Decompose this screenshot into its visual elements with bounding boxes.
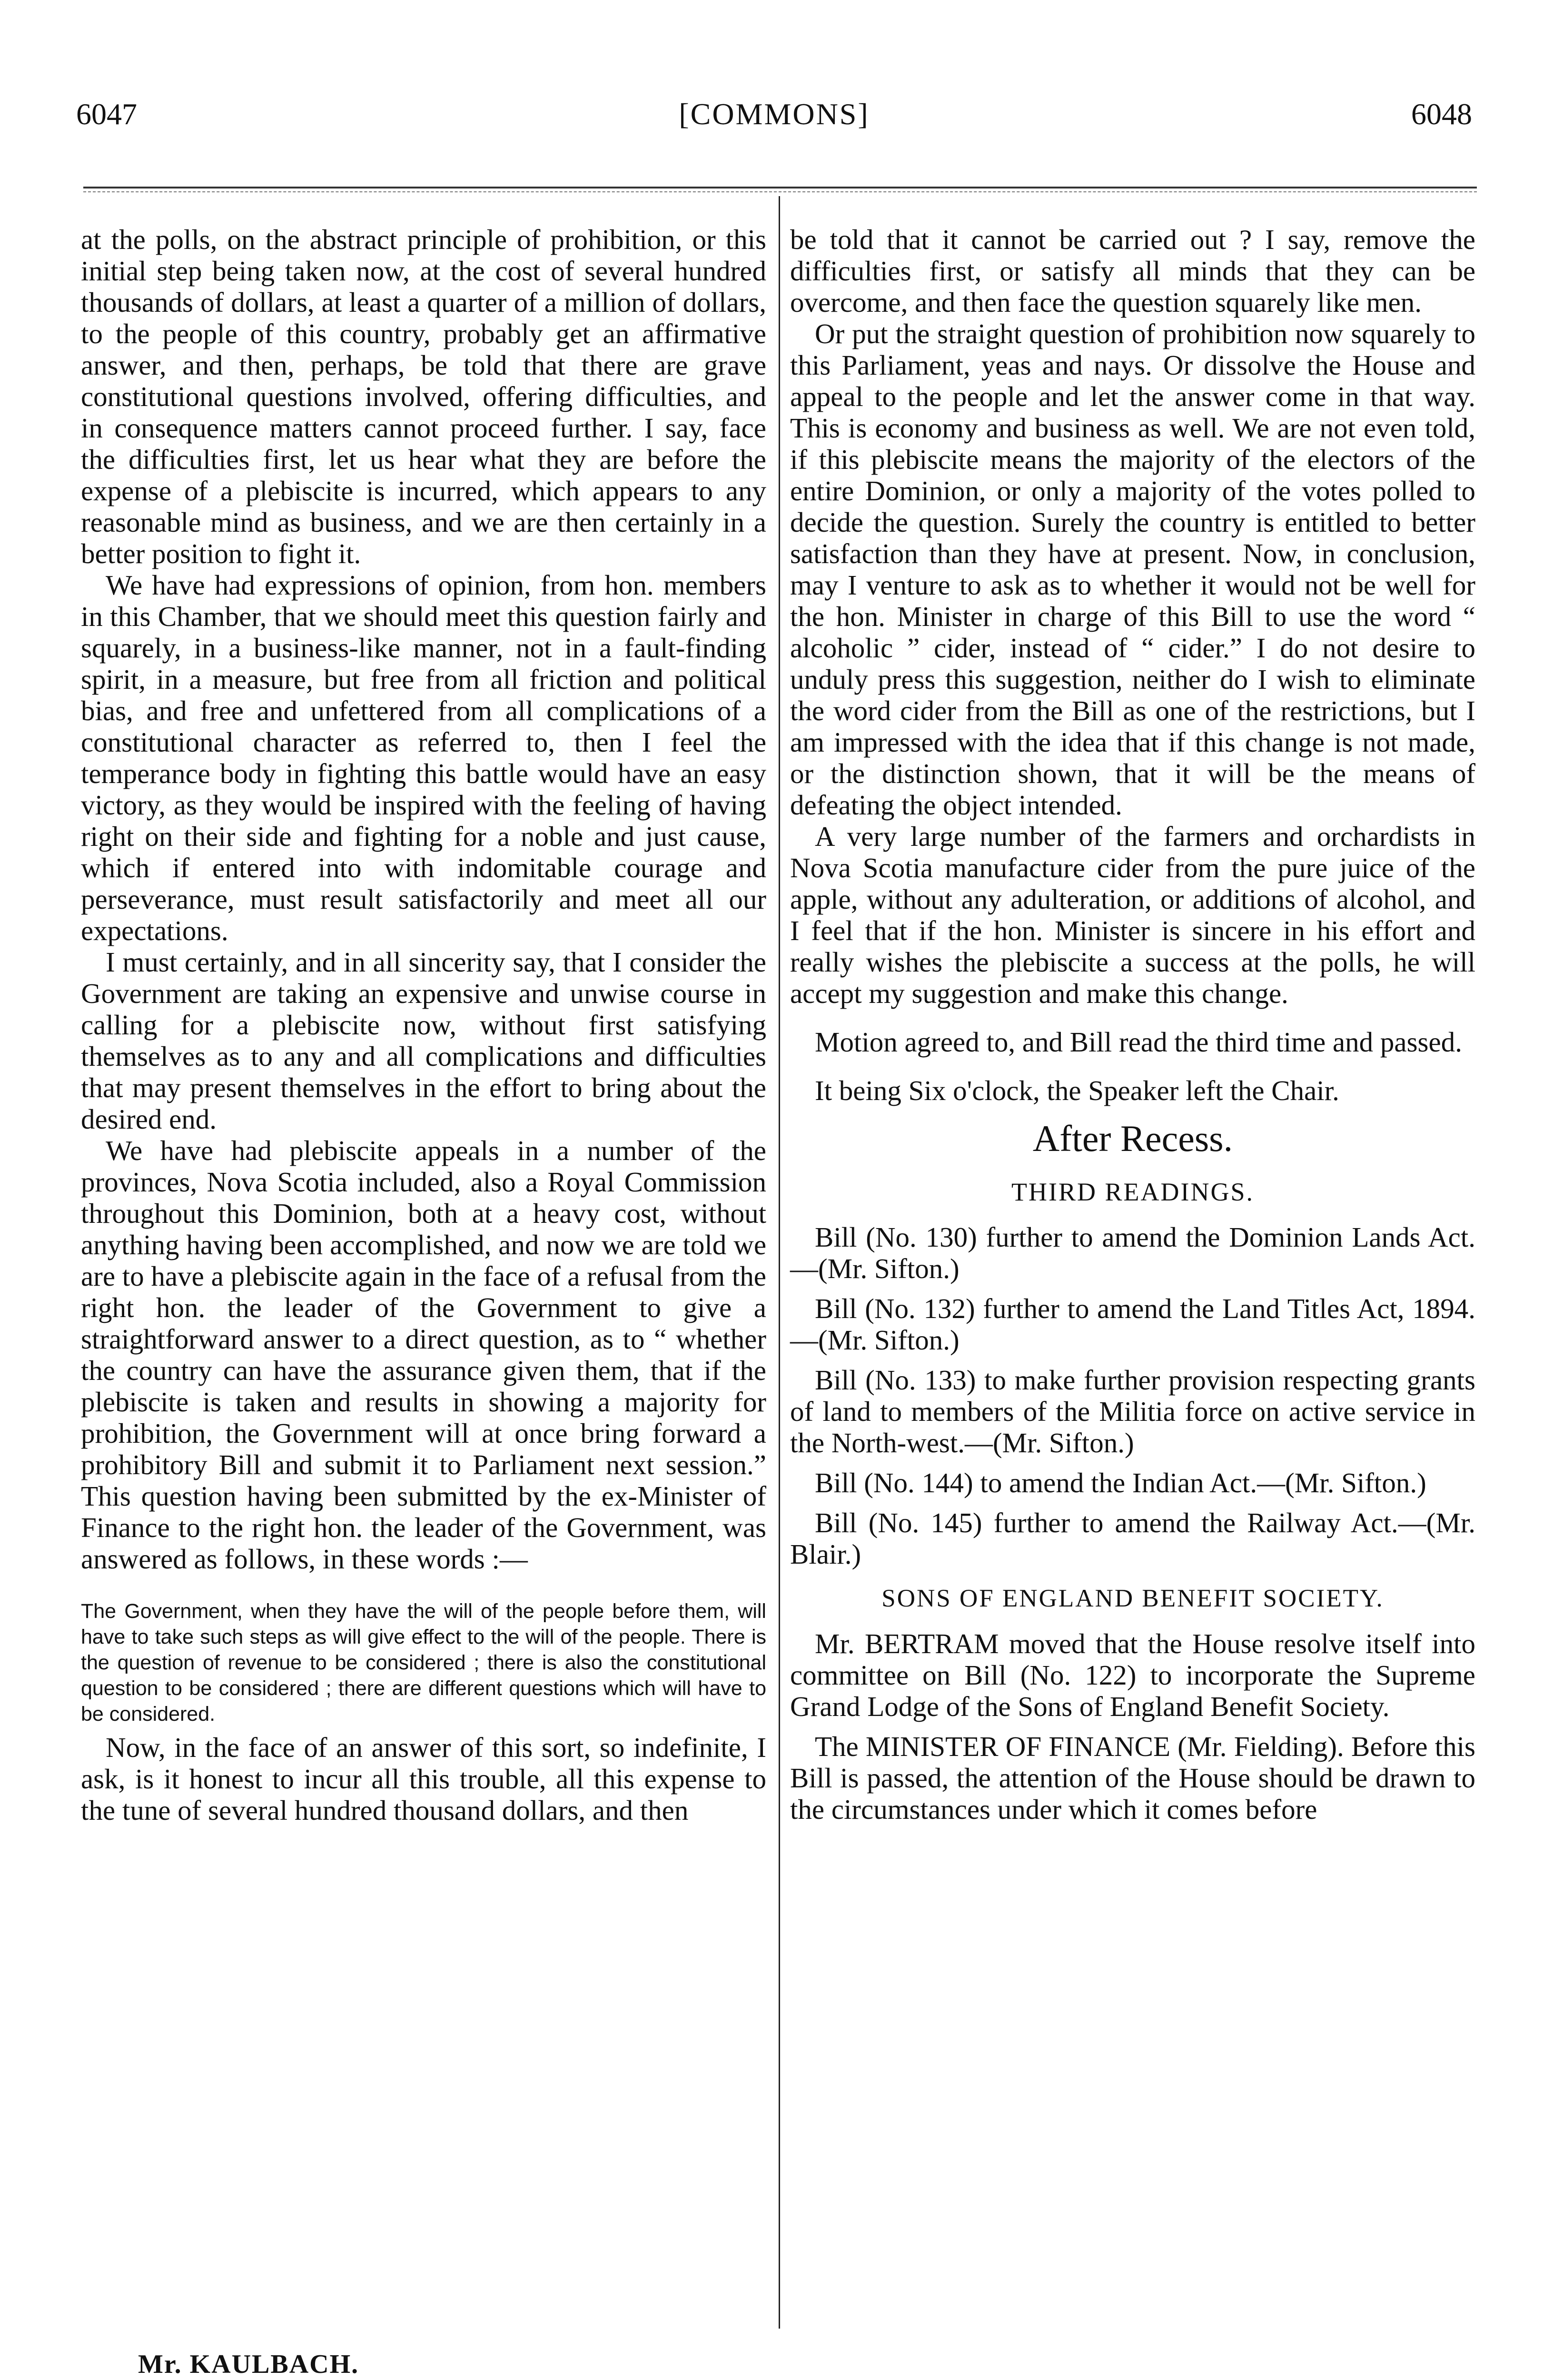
procedural-note: It being Six o'clock, the Speaker left the Chair. — [815, 1075, 1339, 1106]
paragraph: I must certainly, and in all sincerity say, that I consider the Government are taking an expensive and unwise course in calling for a plebiscite now, without first satisfying themselves as to any and all complications and difficulties that may present themselves in the effort to bring about the desired end. — [81, 946, 766, 1135]
paragraph: The MINISTER OF FINANCE (Mr. Fielding). Before this Bill is passed, the attention of the House should be drawn to the circumstances under which it comes before — [790, 1731, 1475, 1825]
page-header — [76, 95, 1472, 133]
paragraph: Now, in the face of an answer of this sort, so indefinite, I ask, is it honest to incur all this trouble, all this expense to the tune of several hundred thousand dollars, and then — [81, 1732, 766, 1826]
paragraph: We have had expressions of opinion, from hon. members in this Chamber, that we should meet this question fairly and squarely, in a business-like manner, not in a fault-finding spirit, in a measure, but free from all friction and political bias, and free and unfettered from all complications of a constitutional character as referred to, then I feel the temperance body in fighting this battle would have an easy victory, as they would be inspired with the feeling of having right on their side and fighting for a noble and just cause, which if entered into with indomitable courage and perseverance, must result satisfactorily and meet all our expectations. — [81, 569, 766, 946]
paragraph: We have had plebiscite appeals in a number of the provinces, Nova Scotia included, also a Royal Commission throughout this Dominion, both at a heavy cost, without anything having been accomplished, and now we are told we are to have a plebiscite again in the face of a refusal from the right hon. the leader of the Government to give a straightforward answer to a direct question, as to “ whether the country can have the assurance given them, that if the plebiscite is taken and results in showing a majority for prohibition, the Government will at once bring forward a prohibitory Bill and submit it to Parliament next session.” This question having been submitted by the ex-Minister of Finance to the right hon. the leader of the Government, was answered as follows, in these words :— — [81, 1135, 766, 1575]
bill-entry: Bill (No. 145) further to amend the Railway Act.—(Mr. Blair.) — [790, 1507, 1475, 1570]
page-number-right: 6048 — [1411, 97, 1472, 131]
bill-entry: Bill (No. 130) further to amend the Dominion Lands Act.—(Mr. Sifton.) — [790, 1221, 1475, 1284]
page-title: [COMMONS] — [679, 97, 870, 131]
right-column — [790, 224, 1475, 1825]
paragraph: Mr. BERTRAM moved that the House resolve itself into committee on Bill (No. 122) to incorporate the Supreme Grand Lodge of the Sons of England Benefit Society. — [790, 1628, 1475, 1722]
section-subheading: THIRD READINGS. — [1011, 1178, 1254, 1206]
paragraph: Or put the straight question of prohibition now squarely to this Parliament, yeas and nays. Or dissolve the House and appeal to the people and let the answer come in that way. This is economy and business as well. We are not even told, if this plebiscite means the majority of the electors of the entire Dominion, or only a majority of the votes polled to decide the question. Surely the country is entitled to better satisfaction than they have at present. Now, in conclusion, may I venture to ask as to whether it would not be well for the hon. Minister in charge of this Bill to use the word “ alcoholic ” cider, instead of “ cider.” I do not desire to unduly press this suggestion, neither do I wish to eliminate the word cider from the Bill as one of the restrictions, but I am impressed with the idea that if this change is not made, or the distinction shown, that it will be the means of defeating the object intended. — [790, 318, 1475, 821]
bill-entry: Bill (No. 133) to make further provision respecting grants of land to members of the Militia force on active service in the North-west.—(Mr. Sifton.) — [790, 1364, 1475, 1458]
block-quote: The Government, when they have the will of the people before them, will have to take such steps as will give effect to the will of the people. There is the question of revenue to be considered ; there is also the constitutional question to be considered ; there are different questions which will have to be considered. — [81, 1600, 766, 1726]
page-number-left: 6047 — [76, 97, 137, 131]
section-heading: SONS OF ENGLAND BENEFIT SOCIETY. — [881, 1585, 1384, 1612]
section-heading: After Recess. — [1032, 1118, 1233, 1159]
procedural-note: Motion agreed to, and Bill read the third time and passed. — [815, 1026, 1462, 1058]
column-divider — [779, 196, 780, 2329]
speaker-signature: Mr. KAULBACH. — [138, 2350, 359, 2379]
header-rule-secondary — [83, 191, 1477, 192]
bill-entry: Bill (No. 144) to amend the Indian Act.—(Mr. Sifton.) — [815, 1467, 1426, 1498]
bill-entry: Bill (No. 132) further to amend the Land Titles Act, 1894.—(Mr. Sifton.) — [790, 1293, 1475, 1356]
header-rule — [83, 187, 1477, 188]
paragraph: be told that it cannot be carried out ? I say, remove the difficulties first, or satisfy all minds that they can be overcome, and then face the question squarely like men. — [790, 224, 1475, 318]
paragraph: at the polls, on the abstract principle of prohibition, or this initial step being taken now, at the cost of several hundred thousands of dollars, at least a quarter of a million of dollars, to the people of this country, probably get an affirmative answer, and then, perhaps, be told that there are grave constitutional questions involved, offering difficulties, and in consequence matters cannot proceed further. I say, face the difficulties first, let us hear what they are before the expense of a plebiscite is incurred, which appears to any reasonable mind as business, and we are then certainly in a better position to fight it. — [81, 224, 766, 569]
paragraph: A very large number of the farmers and orchardists in Nova Scotia manufacture cider from the pure juice of the apple, without any adulteration, or additions of alcohol, and I feel that if the hon. Minister is sincere in his effort and really wishes the plebiscite a success at the polls, he will accept my suggestion and make this change. — [790, 821, 1475, 1009]
left-column — [81, 224, 766, 1826]
